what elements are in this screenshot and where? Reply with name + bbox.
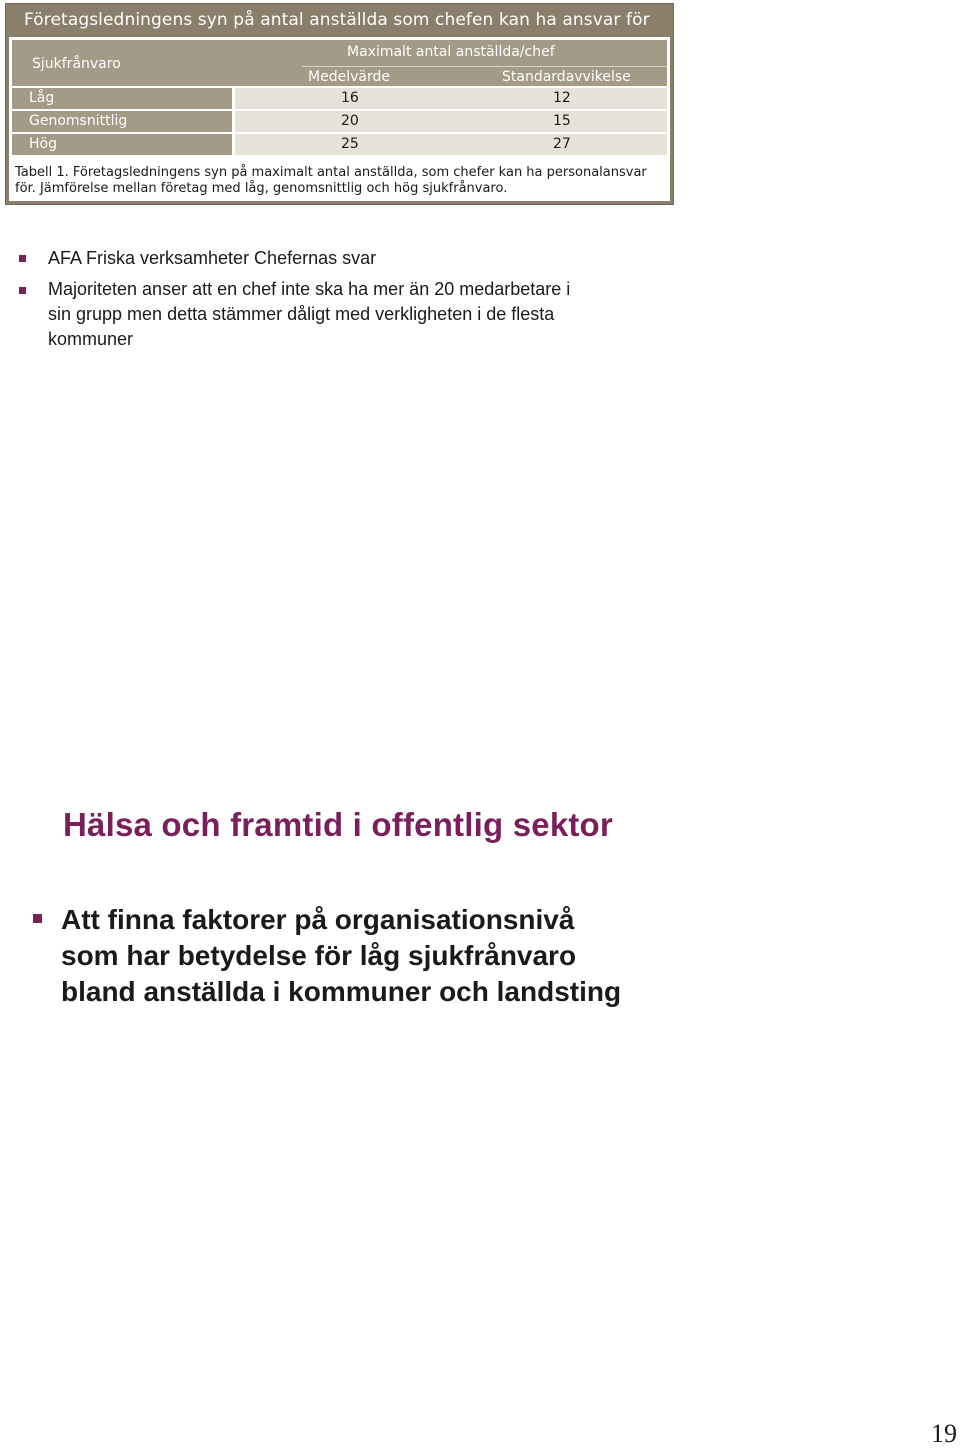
table-header	[12, 40, 667, 86]
bullet-line: bland anställda i kommuner och landsting	[61, 976, 622, 1007]
bullet-square-icon	[19, 255, 26, 262]
page-number: 19	[931, 1419, 957, 1448]
row-label: Genomsnittlig	[12, 111, 232, 132]
row-values	[235, 111, 667, 132]
cell-stddev: 12	[553, 90, 571, 106]
cell-mean: 25	[341, 136, 359, 152]
bullet-line: som har betydelse för låg sjukfrånvaro	[61, 940, 577, 971]
bullet-square-icon	[33, 914, 42, 923]
bullet-text	[48, 245, 376, 272]
cell-stddev: 27	[553, 136, 571, 152]
bullet-square-icon	[19, 287, 26, 294]
figure-title: Företagsledningens syn på antal anställda som chefen kan ha ansvar för	[24, 10, 650, 30]
cell-stddev: 15	[553, 113, 571, 129]
row-label: Låg	[12, 88, 232, 109]
column-header-mean: Medelvärde	[308, 69, 390, 85]
bullet-line: kommuner	[48, 329, 134, 349]
section-bullet-text	[61, 902, 701, 1010]
cell-mean: 16	[341, 90, 359, 106]
row-label: Hög	[12, 134, 232, 155]
bullet-line: Majoriteten anser att en chef inte ska ha mer än 20 medarbetare i	[48, 279, 571, 299]
caption-line: för. Jämförelse mellan företag med låg, genomsnittlig och hög sjukfrånvaro.	[15, 181, 508, 196]
column-headers	[302, 66, 667, 87]
cell-mean: 20	[341, 113, 359, 129]
bullet-text	[48, 276, 688, 351]
column-header-stddev: Standardavvikelse	[502, 69, 631, 85]
data-table	[9, 37, 670, 201]
table-row	[12, 134, 667, 155]
row-values	[235, 134, 667, 155]
bullet-line: Att finna faktorer på organisationsnivå	[61, 904, 575, 935]
bullet-line: sin grupp men detta stämmer dåligt med verkligheten i de flesta	[48, 304, 555, 324]
bullet-line: AFA Friska verksamheter Chefernas svar	[48, 248, 377, 268]
table-row	[12, 88, 667, 109]
group-header-label: Maximalt antal anställda/chef	[347, 44, 555, 60]
row-header-label: Sjukfrånvaro	[32, 56, 121, 72]
section-heading: Hälsa och framtid i offentlig sektor	[63, 806, 613, 843]
table-figure	[5, 3, 674, 205]
caption-line: Tabell 1. Företagsledningens syn på maximalt antal anställda, som chefer kan ha personalansvar	[15, 165, 647, 180]
table-row	[12, 111, 667, 132]
table-caption	[15, 165, 665, 197]
row-values	[235, 88, 667, 109]
